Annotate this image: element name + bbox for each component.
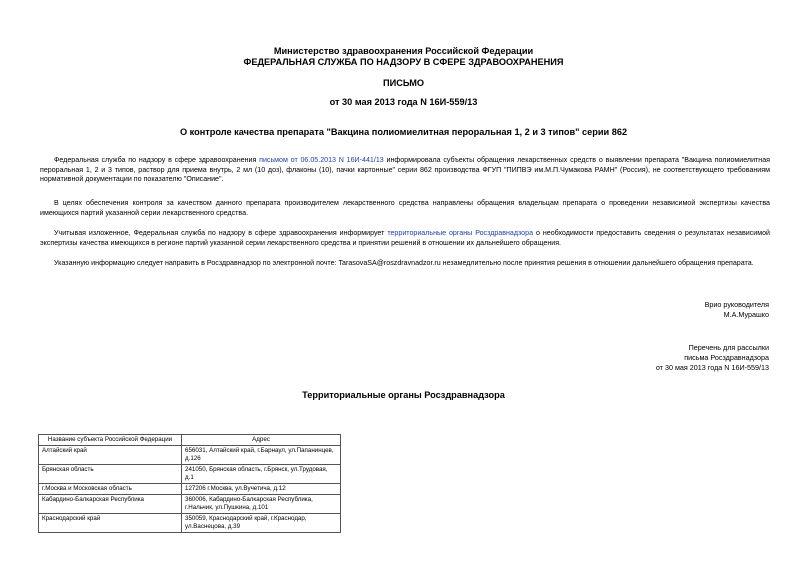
appendix-title: Территориальные органы Росздравнадзора — [302, 390, 505, 400]
paragraph-3-text-start: Учитывая изложенное, Федеральная служба по надзору в сфере здравоохранения информирует — [54, 229, 388, 237]
paragraph-1-text-end: информировала субъекты обращения лекарственных средств о выявлении препарата "Вакцина полиомиелитная пероральная 1, 2 и 3 типов, раствор для приема внутрь, 2 мл (10 доз), флаконы (10), пачки картонные" серии 862 производства ФГУП "ПИПВЭ им.М.П.Чумакова РАМН" (Россия), не соответствующего требованиям нормативной документации по показателю "Описание". — [40, 156, 770, 184]
address-cell: 350059, Краснодарский край, г.Краснодар, ул.Васнецова, д.39 — [182, 514, 341, 533]
paragraph-3-text-end: о необходимости предоставить сведения о результатах независимой экспертизы качества имеющихся в регионе партий указанной серии лекарственного средства и принятии решений в отношении их дальнейшего обращения. — [40, 229, 770, 247]
region-cell: Кабардино-Балкарская Республика — [39, 495, 182, 514]
link-letter-16i-441[interactable]: письмом от 06.05.2013 N 16И-441/13 — [259, 156, 384, 164]
table-row — [39, 495, 341, 514]
column-header-region: Название субъекта Российской Федерации — [39, 435, 182, 446]
body-paragraph-1 — [40, 156, 770, 185]
address-cell: 127206 г.Москва, ул.Вучетича, д.12 — [182, 484, 341, 495]
document-date-number: от 30 мая 2013 года N 16И-559/13 — [329, 97, 478, 107]
address-cell: 241050, Брянская область, г.Брянск, ул.Трудовая, д.1 — [182, 465, 341, 484]
signature-position: Врио руководителя — [704, 300, 769, 309]
region-cell: Краснодарский край — [39, 514, 182, 533]
body-paragraph-2: В целях обеспечения контроля за качеством данного препарата производителем лекарственного средства направлены обращения владельцам препарата о проведении независимой экспертизы качества имеющихся партий указанной серии лекарственного средства. — [40, 199, 770, 217]
table-row — [39, 465, 341, 484]
appendix-line-2: письма Росздравнадзора — [684, 353, 769, 362]
address-cell: 360006, Кабардино-Балкарская Республика, г.Нальчик, ул.Пушкина, д.101 — [182, 495, 341, 514]
signature-name: М.А.Мурашко — [723, 310, 769, 319]
paragraph-1-text-start: Федеральная служба по надзору в сфере здравоохранения — [54, 156, 260, 164]
table-row — [39, 484, 341, 495]
ministry-name: Министерство здравоохранения Российской Федерации — [273, 46, 534, 56]
region-cell: Брянская область — [39, 465, 182, 484]
body-paragraph-4: Указанную информацию следует направить в Росздравнадзор по электронной почте: TarasovaSA@roszdravnadzor.ru незамедлительно после принятия решения в отношении дальнейшего обращения препарата. — [54, 259, 754, 267]
region-cell: Алтайский край — [39, 446, 182, 465]
region-cell: г.Москва и Московская область — [39, 484, 182, 495]
link-territorial-bodies[interactable]: территориальные органы Росздравнадзора — [387, 229, 534, 237]
appendix-line-1: Перечень для рассылки — [688, 343, 769, 352]
table-row — [39, 446, 341, 465]
table-header-row — [39, 435, 341, 446]
body-paragraph-3 — [40, 229, 770, 248]
regions-table — [38, 434, 341, 533]
table-row — [39, 514, 341, 533]
document-subject: О контроле качества препарата "Вакцина полиомиелитная пероральная 1, 2 и 3 типов" серии 862 — [179, 127, 628, 137]
document-type: ПИСЬМО — [382, 78, 425, 88]
appendix-line-3: от 30 мая 2013 года N 16И-559/13 — [655, 363, 769, 372]
service-name: ФЕДЕРАЛЬНАЯ СЛУЖБА ПО НАДЗОРУ В СФЕРЕ ЗДРАВООХРАНЕНИЯ — [243, 57, 564, 67]
column-header-address: Адрес — [182, 435, 341, 446]
address-cell: 656031, Алтайский край, г.Барнаул, ул.Папанинцев, д.126 — [182, 446, 341, 465]
